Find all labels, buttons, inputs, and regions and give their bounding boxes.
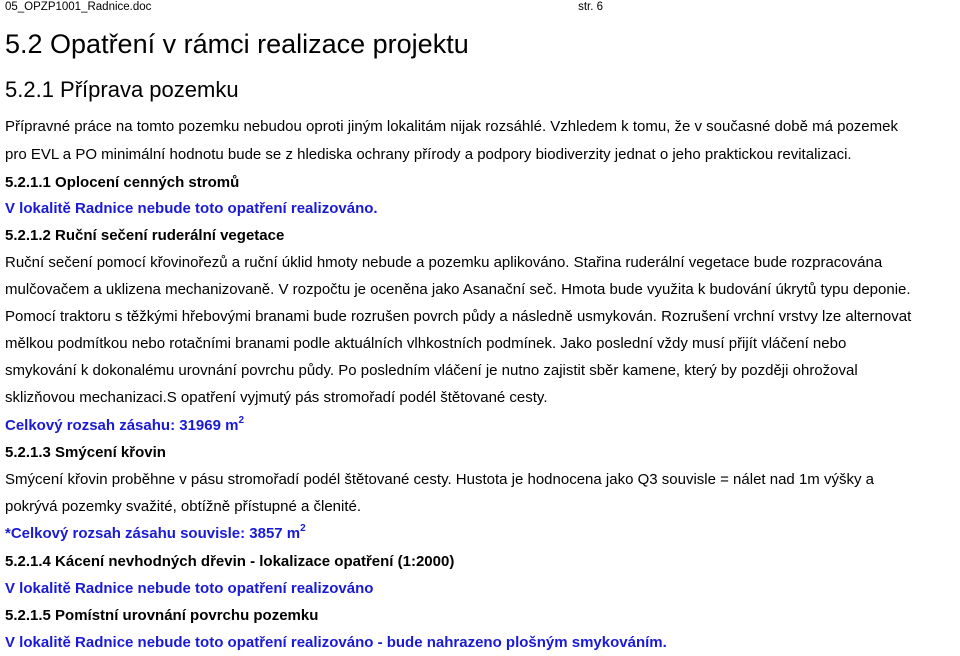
s2-line-6: sklizňovou mechanizaci.S opatření vyjmutý pás stromořadí podél štětované cesty. — [5, 389, 548, 406]
s3-line-1: Smýcení křovin proběhne v pásu stromořadí podél štětované cesty. Hustota je hodnocena jako Q3 souvisle = nálet nad 1m výšky a — [5, 471, 874, 488]
subsection-heading: 5.2.1 Příprava pozemku — [5, 77, 239, 102]
s2-total-label: Celkový rozsah zásahu: 31969 m — [5, 417, 239, 434]
s3-total — [5, 521, 306, 547]
s3-total-label: *Celkový rozsah zásahu souvisle: 3857 m — [5, 525, 301, 542]
s4-note: V lokalitě Radnice nebude toto opatření realizováno — [5, 580, 374, 597]
s4-heading: 5.2.1.4 Kácení nevhodných dřevin - lokalizace opatření (1:2000) — [5, 553, 455, 570]
s2-line-1: Ruční sečení pomocí křovinořezů a ruční úklid hmoty nebude a pozemku aplikováno. Stařina ruderální vegetace bude rozpracována — [5, 254, 883, 271]
s2-line-4: mělkou podmítkou nebo rotačními branami podle aktuálních vlhkostních podmínek. Jako poslední vždy musí přijít vláčení nebo — [5, 335, 847, 352]
s2-total — [5, 413, 244, 439]
s2-line-5: smykování k dokonalému urovnání povrchu půdy. Po posledním vláčení je nutno zajistit sběr kamene, který by později ohrožoval — [5, 362, 858, 379]
section-heading: 5.2 Opatření v rámci realizace projektu — [5, 29, 469, 59]
page-header — [5, 0, 603, 14]
intro-line-2: pro EVL a PO minimální hodnotu bude se z hlediska ochrany přírody a podpory biodiverzity jednat o jeho praktickou revitalizaci. — [5, 146, 852, 163]
s5-heading: 5.2.1.5 Pomístní urovnání povrchu pozemku — [5, 607, 319, 624]
s1-heading: 5.2.1.1 Oplocení cenných stromů — [5, 174, 240, 191]
s1-note: V lokalitě Radnice nebude toto opatření realizováno. — [5, 200, 378, 217]
s2-line-3: Pomocí traktoru s těžkými hřebovými branami bude rozrušen povrch půdy a následně usmykován. Rozrušení vrchní vrstvy lze alternovat — [5, 308, 912, 325]
s2-total-unit-exponent: 2 — [238, 415, 245, 426]
header-filename: 05_OPZP1001_Radnice.doc — [5, 1, 152, 13]
intro-line-1: Přípravné práce na tomto pozemku nebudou oproti jiným lokalitám nijak rozsáhlé. Vzhledem k tomu, že v současné době má pozemek — [5, 118, 898, 135]
s3-total-unit-exponent: 2 — [300, 523, 306, 534]
header-page-number: str. 6 — [578, 1, 603, 13]
s3-line-2: pokrývá pozemky svažité, obtížně přístupné a členité. — [5, 498, 362, 515]
s2-line-2: mulčovačem a uklizena mechanizovaně. V rozpočtu je oceněna jako Asanační seč. Hmota bude využita k budování úkrytů typu deponie. — [5, 281, 911, 298]
s3-heading: 5.2.1.3 Smýcení křovin — [5, 444, 166, 461]
s2-heading: 5.2.1.2 Ruční sečení ruderální vegetace — [5, 227, 285, 244]
s5-note: V lokalitě Radnice nebude toto opatření realizováno - bude nahrazeno plošným smykováním. — [5, 634, 667, 651]
